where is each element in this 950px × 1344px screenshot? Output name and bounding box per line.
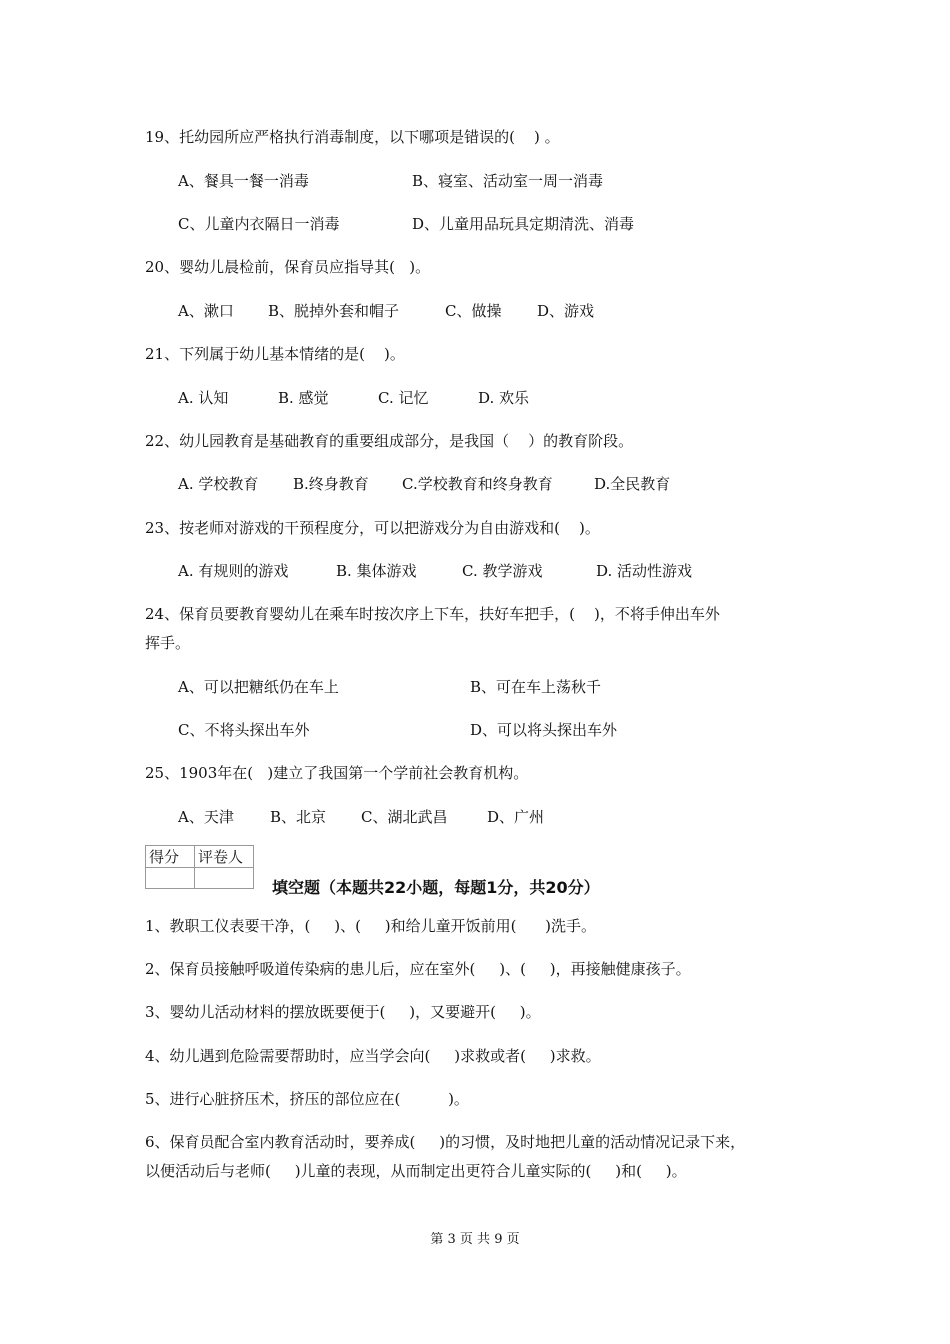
- q22-option-a: A. 学校教育: [178, 475, 259, 493]
- q21-option-d: D. 欢乐: [478, 389, 530, 407]
- question-24-stem: 24、保育员要教育婴幼儿在乘车时按次序上下车，扶好车把手，( )，不将手伸出车外: [145, 605, 720, 623]
- question-24-stem-continued: 挥手。: [145, 634, 191, 652]
- q25-option-d: D、广州: [487, 808, 545, 826]
- q24-option-d: D、可以将头探出车外: [470, 721, 618, 739]
- q23-option-a: A. 有规则的游戏: [178, 562, 289, 580]
- score-table: [145, 845, 254, 889]
- fill-question-6-continued: 以便活动后与老师( )儿童的表现，从而制定出更符合儿童实际的( )和( )。: [145, 1162, 687, 1180]
- q21-option-a: A. 认知: [178, 389, 229, 407]
- q21-option-c: C. 记忆: [378, 389, 429, 407]
- question-21-stem: 21、下列属于幼儿基本情绪的是( )。: [145, 345, 405, 363]
- q24-option-a: A、可以把糖纸仍在车上: [178, 678, 339, 696]
- question-19-stem: 19、托幼园所应严格执行消毒制度，以下哪项是错误的( ) 。: [145, 128, 560, 146]
- q22-option-d: D.全民教育: [594, 475, 671, 493]
- q20-option-b: B、脱掉外套和帽子: [268, 302, 400, 320]
- q23-option-d: D. 活动性游戏: [596, 562, 693, 580]
- fill-question-5: 5、进行心脏挤压术，挤压的部位应在( )。: [145, 1090, 469, 1108]
- question-22-stem: 22、幼儿园教育是基础教育的重要组成部分，是我国（ ）的教育阶段。: [145, 432, 634, 450]
- q20-option-d: D、游戏: [537, 302, 595, 320]
- q22-option-b: B.终身教育: [293, 475, 369, 493]
- q24-option-b: B、可在车上荡秋千: [470, 678, 602, 696]
- score-cell: [146, 868, 195, 889]
- q20-option-c: C、做操: [445, 302, 502, 320]
- fill-question-2: 2、保育员接触呼吸道传染病的患儿后，应在室外( )、( )，再接触健康孩子。: [145, 960, 691, 978]
- question-25-stem: 25、1903年在( )建立了我国第一个学前社会教育机构。: [145, 764, 529, 782]
- q19-option-b: B、寝室、活动室一周一消毒: [412, 172, 604, 190]
- fill-question-4: 4、幼儿遇到危险需要帮助时，应当学会向( )求救或者( )求救。: [145, 1047, 601, 1065]
- grader-header: 评卷人: [195, 846, 254, 868]
- grader-cell: [195, 868, 254, 889]
- fill-question-1: 1、教职工仪表要干净，( )、( )和给儿童开饭前用( )洗手。: [145, 917, 596, 935]
- question-20-stem: 20、婴幼儿晨检前，保育员应指导其( )。: [145, 258, 431, 276]
- q22-option-c: C.学校教育和终身教育: [402, 475, 553, 493]
- q23-option-c: C. 教学游戏: [462, 562, 543, 580]
- q23-option-b: B. 集体游戏: [336, 562, 417, 580]
- q19-option-a: A、餐具一餐一消毒: [178, 172, 309, 190]
- q20-option-a: A、漱口: [178, 302, 234, 320]
- question-23-stem: 23、按老师对游戏的干预程度分，可以把游戏分为自由游戏和( )。: [145, 519, 600, 537]
- fill-question-3: 3、婴幼儿活动材料的摆放既要便于( )，又要避开( )。: [145, 1003, 541, 1021]
- q19-option-d: D、儿童用品玩具定期清洗、消毒: [412, 215, 635, 233]
- page-footer: 第 3 页 共 9 页: [430, 1232, 520, 1247]
- q25-option-b: B、北京: [270, 808, 327, 826]
- section-title: 填空题（本题共22小题，每题1分，共20分）: [272, 878, 600, 897]
- fill-question-6: 6、保育员配合室内教育活动时，要养成( )的习惯，及时地把儿童的活动情况记录下来，: [145, 1133, 746, 1151]
- q25-option-c: C、湖北武昌: [361, 808, 448, 826]
- score-header: 得分: [146, 846, 195, 868]
- q21-option-b: B. 感觉: [278, 389, 329, 407]
- q25-option-a: A、天津: [178, 808, 234, 826]
- q19-option-c: C、儿童内衣隔日一消毒: [178, 215, 340, 233]
- q24-option-c: C、不将头探出车外: [178, 721, 310, 739]
